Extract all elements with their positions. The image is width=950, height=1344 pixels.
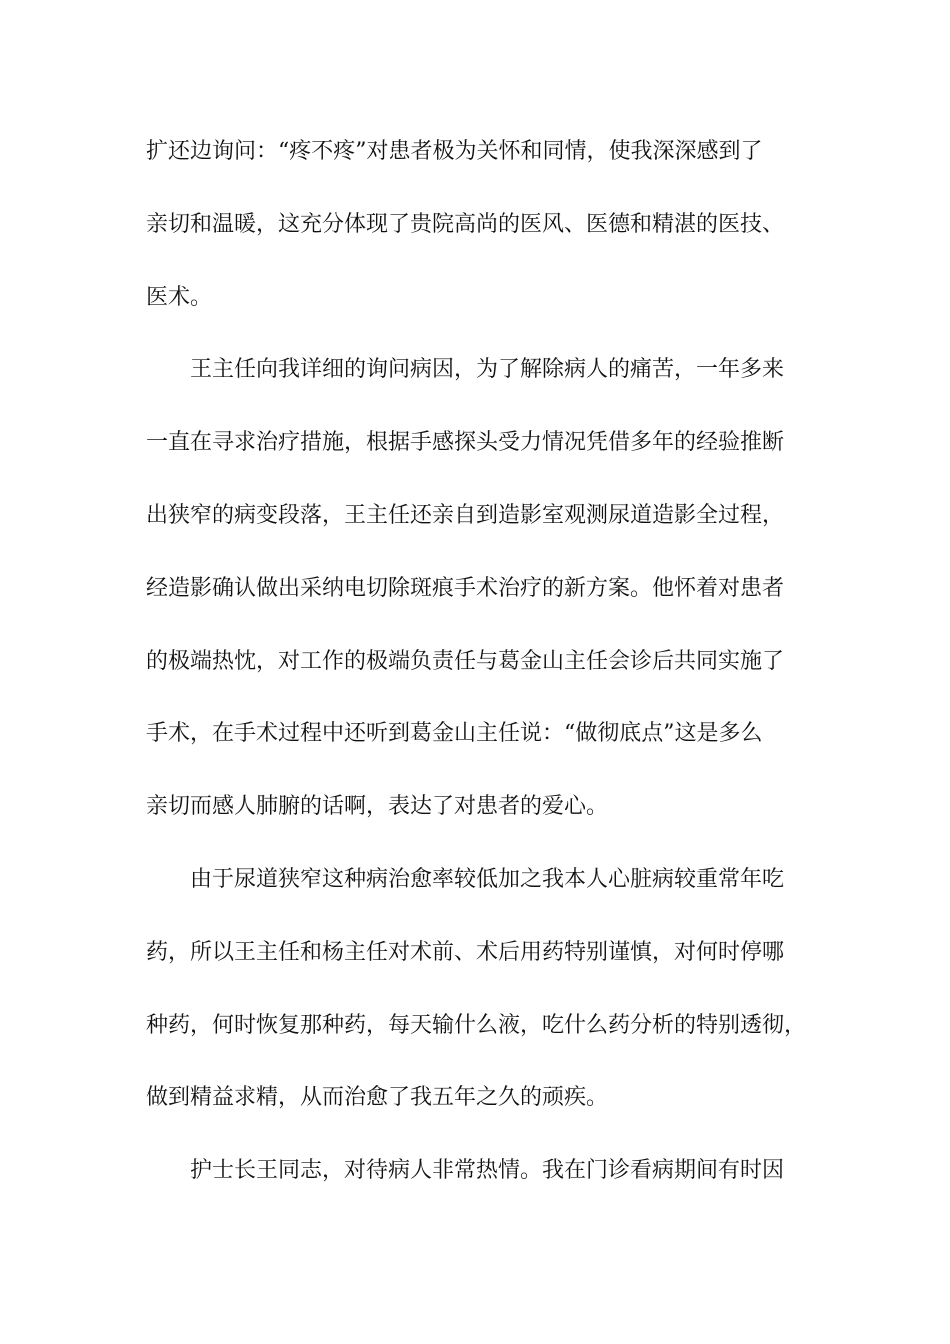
text-line: 种药，何时恢复那种药，每天输什么液，吃什么药分析的特别透彻， (146, 1012, 806, 1038)
text-line: 亲切和温暖，这充分体现了贵院高尚的医风、医德和精湛的医技、 (146, 211, 785, 237)
paragraph-first-line: 护士长王同志，对待病人非常热情。我在门诊看病期间有时因 (190, 1158, 785, 1184)
paragraph-first-line: 由于尿道狭窄这种病治愈率较低加之我本人心脏病较重常年吃 (190, 866, 785, 892)
text-line: 扩还边询问：“疼不疼”对患者极为关怀和同情，使我深深感到了 (146, 139, 763, 164)
body-text (146, 128, 806, 1220)
paragraph-first-line: 王主任向我详细的询问病因，为了解除病人的痛苦，一年多来 (190, 357, 785, 383)
text-line: 医术。 (146, 284, 213, 310)
text-line: 的极端热忱，对工作的极端负责任与葛金山主任会诊后共同实施了 (146, 648, 785, 674)
text-line: 做到精益求精，从而治愈了我五年之久的顽疾。 (146, 1085, 609, 1111)
text-line: 一直在寻求治疗措施，根据手感探头受力情况凭借多年的经验推断 (146, 430, 785, 456)
text-line: 经造影确认做出采纳电切除斑痕手术治疗的新方案。他怀着对患者 (146, 575, 785, 601)
text-line: 亲切而感人肺腑的话啊，表达了对患者的爱心。 (146, 794, 609, 820)
text-line: 手术，在手术过程中还听到葛金山主任说：“做彻底点”这是多么 (146, 721, 763, 747)
text-line: 出狭窄的病变段落，王主任还亲自到造影室观测尿道造影全过程， (146, 502, 785, 528)
text-line: 药，所以王主任和杨主任对术前、术后用药特别谨慎，对何时停哪 (146, 939, 785, 965)
